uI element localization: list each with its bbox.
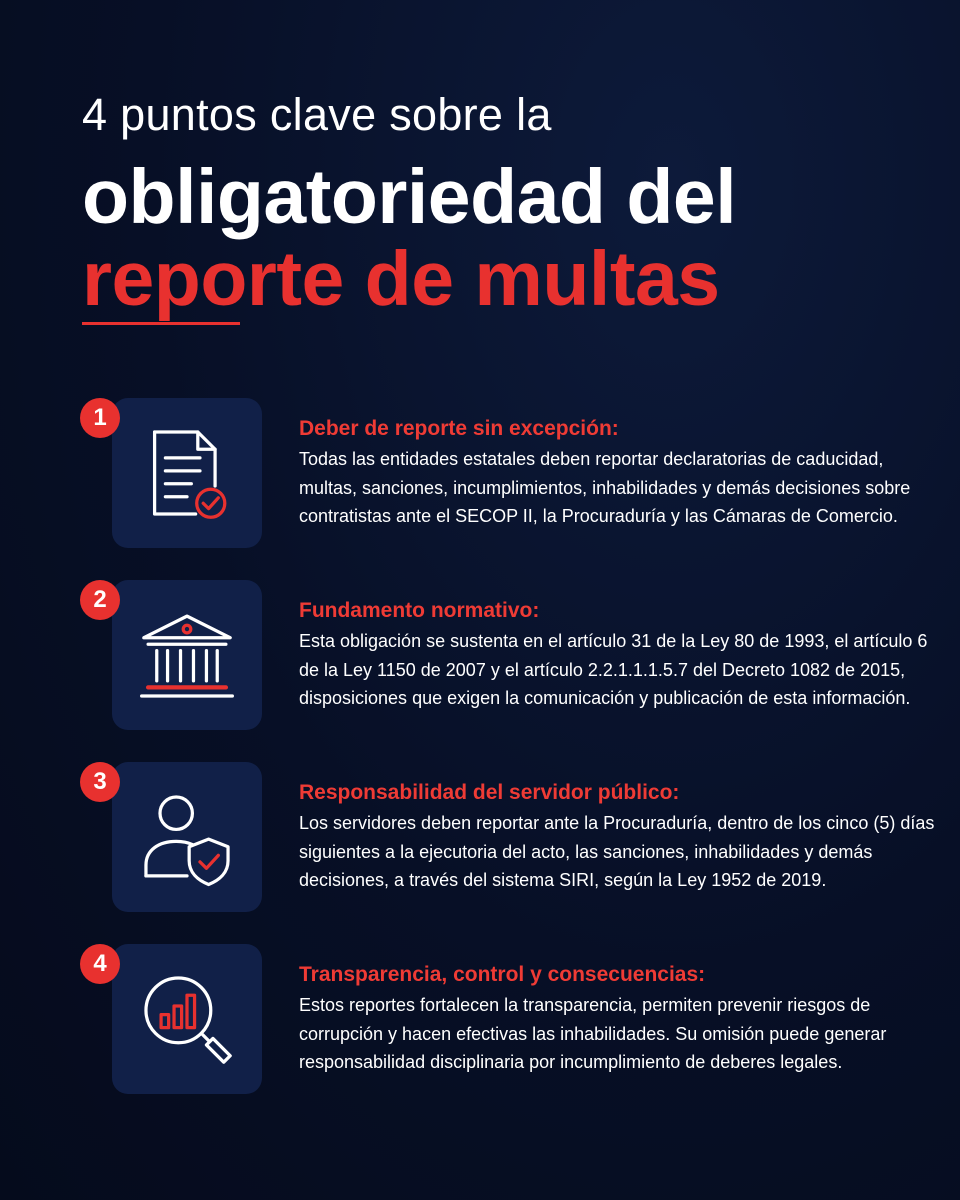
key-point-body-4: Estos reportes fortalecen la transparencia, permiten prevenir riesgos de corrupción y hacen efectivas las inhabilidades. Su omisión puede generar responsabilidad disciplinaria por incumplimiento de deberes legales.	[299, 995, 887, 1072]
subtitle: 4 puntos clave sobre la	[82, 89, 552, 140]
key-point-text-4	[299, 961, 939, 1077]
icon-box-4	[112, 944, 262, 1094]
key-point-3	[0, 762, 960, 922]
bank-building-icon	[133, 601, 241, 709]
key-point-title-2: Fundamento normativo:	[299, 599, 540, 622]
key-point-title-4: Transparencia, control y consecuencias:	[299, 963, 706, 986]
key-point-4	[0, 944, 960, 1104]
title-divider	[82, 322, 240, 325]
number-badge-1: 1	[80, 398, 120, 438]
icon-box-3	[112, 762, 262, 912]
number-badge-3: 3	[80, 762, 120, 802]
number-badge-4: 4	[80, 944, 120, 984]
key-point-2	[0, 580, 960, 740]
header	[82, 88, 922, 320]
key-point-1	[0, 398, 960, 558]
key-point-body-2: Esta obligación se sustenta en el artículo 31 de la Ley 80 de 1993, el artículo 6 de la Ley 1150 de 2007 y el artículo 2.2.1.1.1.5.7 del Decreto 1082 de 2015, disposiciones que exigen la comunicación y publicación de esta información.	[299, 631, 928, 708]
key-point-title-1: Deber de reporte sin excepción:	[299, 417, 619, 440]
number-badge-2: 2	[80, 580, 120, 620]
icon-box-2	[112, 580, 262, 730]
key-point-title-3: Responsabilidad del servidor público:	[299, 781, 680, 804]
icon-box-1	[112, 398, 262, 548]
key-point-body-1: Todas las entidades estatales deben reportar declaratorias de caducidad, multas, sanciones, incumplimientos, inhabilidades y demás decisiones sobre contratistas ante el SECOP II, la Procuraduría y las Cámaras de Comercio.	[299, 449, 911, 526]
key-point-text-2	[299, 597, 939, 713]
user-shield-icon	[133, 783, 241, 891]
title-line-2: reporte de multas	[82, 236, 720, 322]
title-line-1: obligatoriedad del	[82, 154, 737, 240]
key-point-text-3	[299, 779, 939, 895]
document-check-icon	[133, 419, 241, 527]
key-point-text-1	[299, 415, 939, 531]
key-point-body-3: Los servidores deben reportar ante la Procuraduría, dentro de los cinco (5) días siguientes a la ejecutoria del acto, las sanciones, inhabilidades y demás decisiones, a través del sistema SIRI, según la Ley 1952 de 2019.	[299, 813, 935, 890]
magnifier-chart-icon	[133, 965, 241, 1073]
